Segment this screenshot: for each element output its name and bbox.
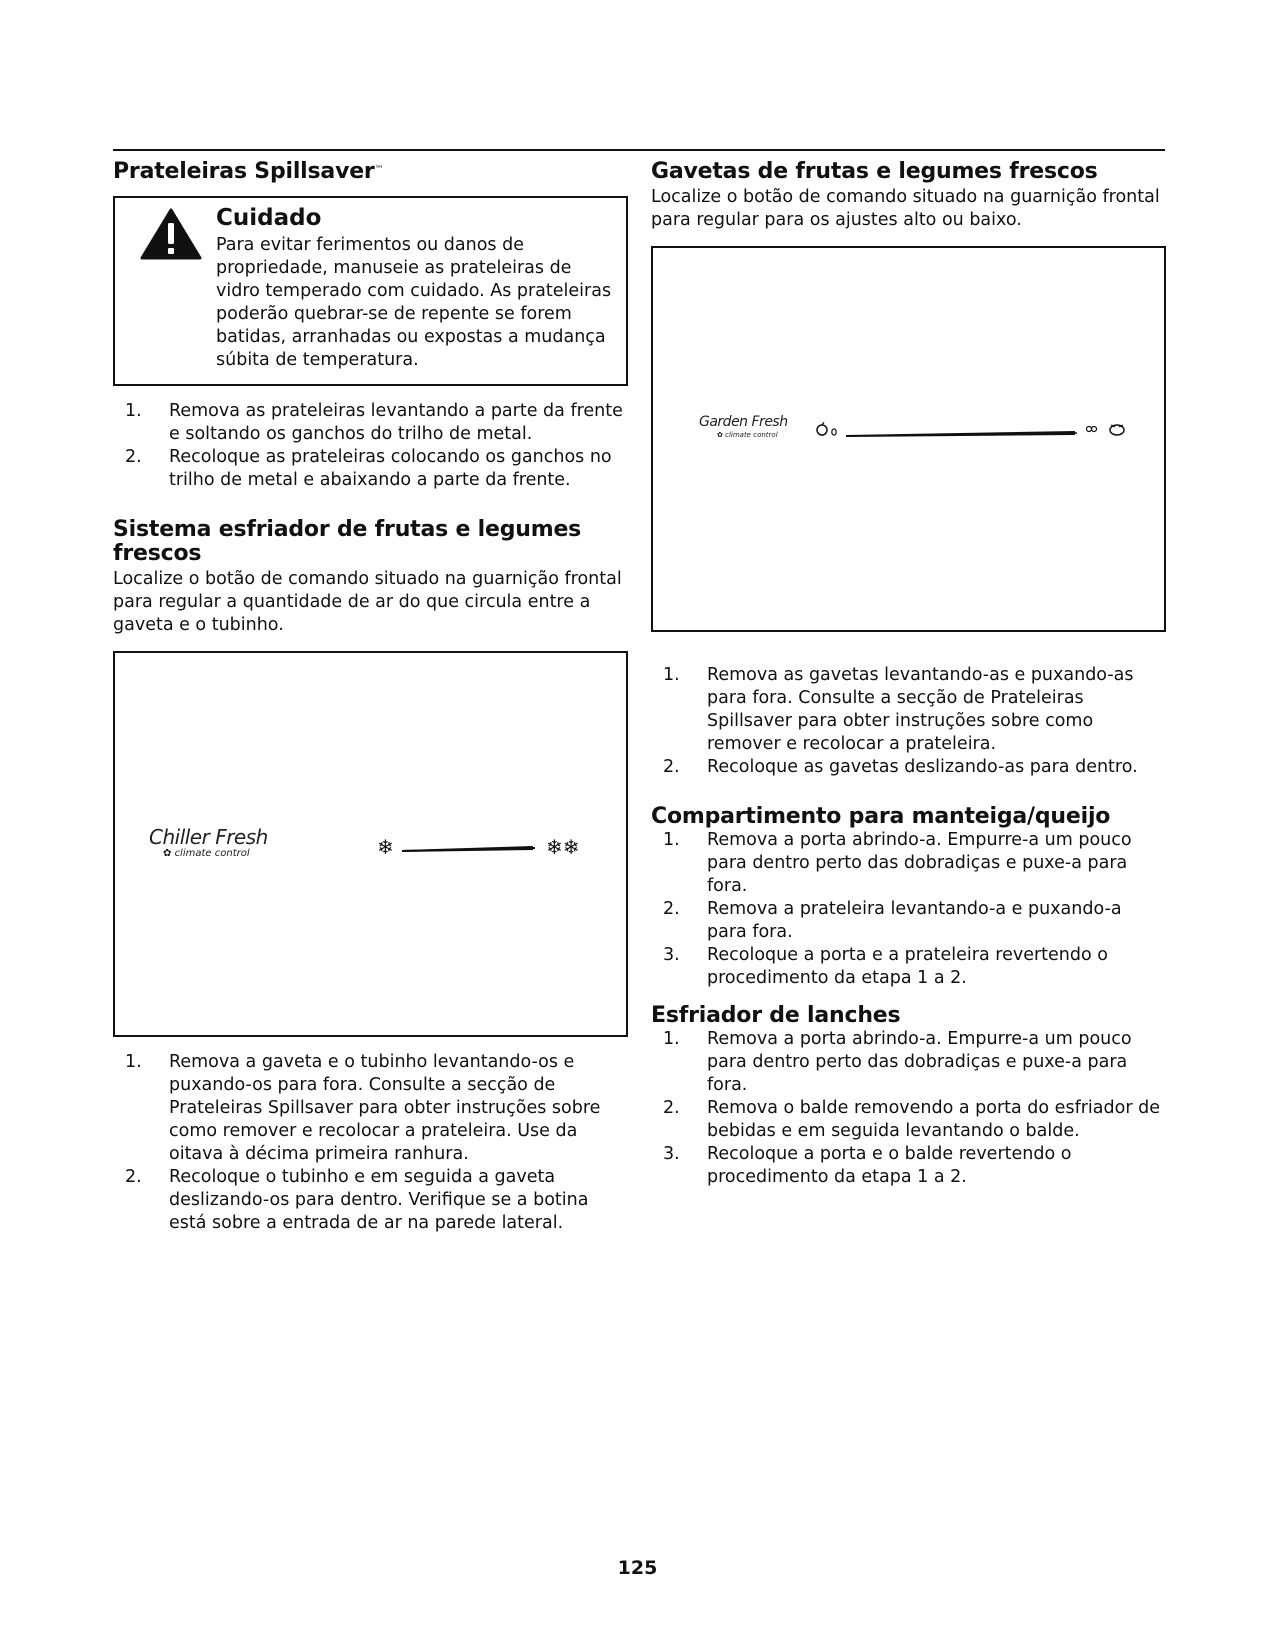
chiller-brand: Chiller Fresh xyxy=(149,825,268,849)
crisper-heading: Gavetas de frutas e legumes frescos xyxy=(651,159,1098,184)
right-column xyxy=(651,160,1166,1189)
trademark-mark: ™ xyxy=(374,165,384,175)
page-number: 125 xyxy=(617,1557,658,1579)
shelves-steps xyxy=(113,400,628,492)
shelves-heading: Prateleiras Spillsaver™ xyxy=(113,159,384,184)
list-item: 1. Remova a porta abrindo-a. Empurre-a um pouco para dentro perto das dobradiças e puxe-a para fora. xyxy=(663,830,1132,896)
list-item: 3. Recoloque a porta e o balde revertendo o procedimento da etapa 1 a 2. xyxy=(663,1144,1072,1187)
chiller-control-figure xyxy=(113,651,628,1037)
list-item: 2. Recoloque o tubinho e em seguida a gaveta deslizando-os para dentro. Verifique se a botina está sobre a entrada de ar na parede lateral. xyxy=(125,1167,589,1233)
butter-steps xyxy=(651,829,1166,990)
top-divider xyxy=(113,149,1165,151)
list-item: 1. Remova as gavetas levantando-as e puxando-as para fora. Consulte a secção de Prateleiras Spillsaver para obter instruções sobre como remover e recolocar a prateleira. xyxy=(663,665,1134,754)
chiller-heading: Sistema esfriador de frutas e legumes frescos xyxy=(113,517,582,566)
crisper-intro: Localize o botão de comando situado na guarnição frontal para regular para os ajustes alto ou baixo. xyxy=(651,187,1160,230)
crisper-sub: ✿ climate control xyxy=(717,431,778,439)
chiller-intro: Localize o botão de comando situado na guarnição frontal para regular a quantidade de ar do que circula entre a gaveta e o tubinho. xyxy=(113,569,622,635)
list-item: 3. Recoloque a porta e a prateleira revertendo o procedimento da etapa 1 a 2. xyxy=(663,945,1108,988)
warning-icon xyxy=(140,208,202,260)
chiller-steps xyxy=(113,1051,628,1235)
crisper-control-figure xyxy=(651,246,1166,632)
caution-title: Cuidado xyxy=(216,205,322,231)
list-item: 1. Remova as prateleiras levantando a parte da frente e soltando os ganchos do trilho de metal. xyxy=(125,401,623,444)
chiller-sub: ✿ climate control xyxy=(163,848,250,859)
left-column xyxy=(113,160,628,1235)
climate-leaf-icon: ✿ xyxy=(163,848,175,859)
vegetable-icon xyxy=(1085,421,1127,437)
crisper-slider xyxy=(845,429,1079,439)
chiller-slider xyxy=(401,842,539,854)
caution-text: Para evitar ferimentos ou danos de propriedade, manuseie as prateleiras de vidro temperado com cuidado. As prateleiras poderão quebrar-se de repente se forem batidas, arranhadas ou expostas a mudança súbita de temperatura. xyxy=(216,235,612,370)
caution-box xyxy=(113,196,628,386)
list-item: 2. Recoloque as prateleiras colocando os ganchos no trilho de metal e abaixando a parte da frente. xyxy=(125,447,612,490)
list-item: 1. Remova a gaveta e o tubinho levantando-os e puxando-os para fora. Consulte a secção de Prateleiras Spillsaver para obter instruções sobre como remover e recolocar a prateleira. Use da oitava à décima primeira ranhura. xyxy=(125,1052,601,1164)
list-item: 2. Remova o balde removendo a porta do esfriador de bebidas e em seguida levantando o balde. xyxy=(663,1098,1160,1141)
snack-steps xyxy=(651,1028,1166,1189)
crisper-steps xyxy=(651,664,1166,779)
list-item: 2. Remova a prateleira levantando-a e puxando-a para fora. xyxy=(663,899,1122,942)
low-cold-icon: ❄ xyxy=(377,835,394,859)
climate-leaf-icon: ✿ xyxy=(717,431,726,439)
list-item: 2. Recoloque as gavetas deslizando-as para dentro. xyxy=(663,757,1138,777)
high-cold-icon: ❄❄ xyxy=(546,835,580,859)
butter-heading: Compartimento para manteiga/queijo xyxy=(651,804,1111,829)
list-item: 1. Remova a porta abrindo-a. Empurre-a um pouco para dentro perto das dobradiças e puxe-a para fora. xyxy=(663,1029,1132,1095)
apple-icon xyxy=(815,422,841,438)
crisper-brand: Garden Fresh xyxy=(699,414,788,430)
snack-heading: Esfriador de lanches xyxy=(651,1003,901,1028)
